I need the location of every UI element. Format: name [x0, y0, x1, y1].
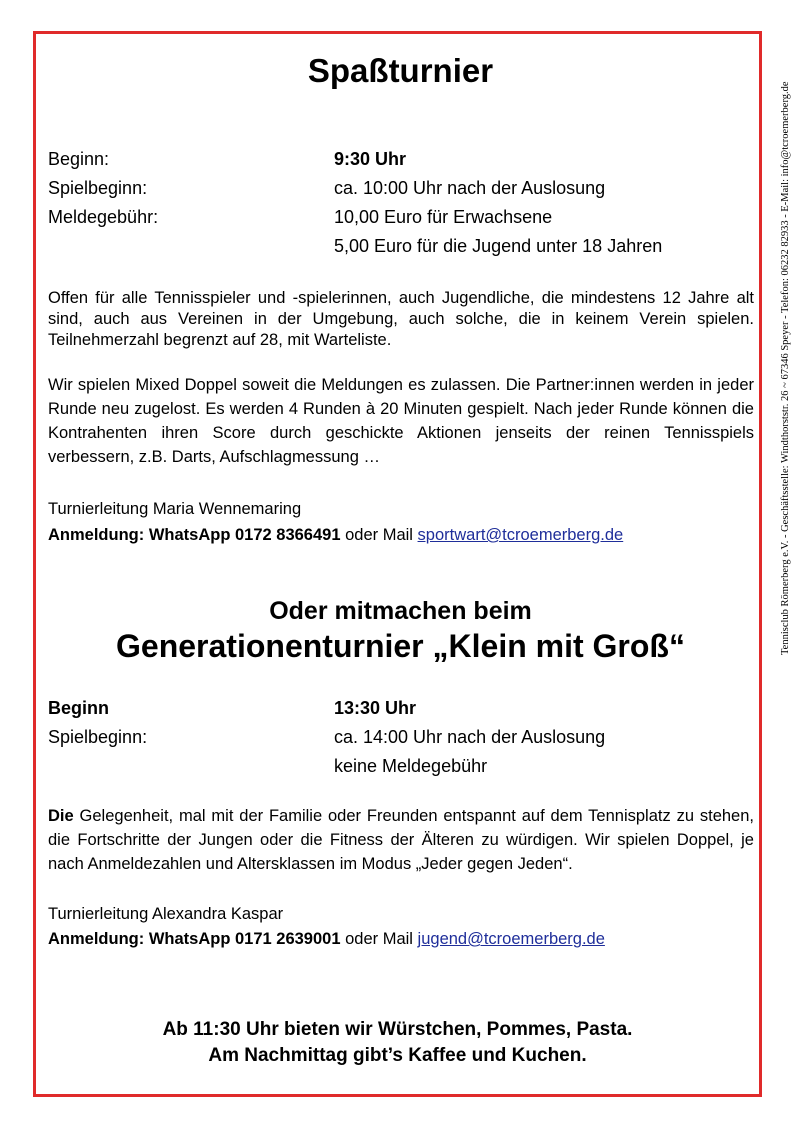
play-start-value: ca. 10:00 Uhr nach der Auslosung	[334, 178, 606, 198]
signup-email-link[interactable]: sportwart@tcroemerberg.de	[417, 526, 624, 544]
section2-subtitle: Oder mitmachen beim	[269, 597, 532, 625]
format-paragraph: Wir spielen Mixed Doppel soweit die Meldungen es zulassen. Die Partner:innen werden in jeder Runde neu zugelost. Es werden 4 Runden à 20 Minuten gespielt. Nach jeder Runde können die Kontrahenten ihren Score durch geschickte Aktionen jenseits der reinen Tennisspiels verbessern, z.B. Darts, Aufschlagmessung …	[48, 376, 754, 466]
tournament-leader-2: Turnierleitung Alexandra Kaspar	[48, 905, 284, 923]
signup-line	[48, 526, 623, 545]
fun-tournament-title: Spaßturnier	[307, 52, 494, 89]
fee-adults-value: 10,00 Euro für Erwachsene	[334, 207, 553, 227]
start2-label: Beginn	[48, 698, 109, 718]
club-contact-text: Tennisclub Römerberg e.V. - Geschäftsstelle: Windthorststr. 26 ~ 67346 Speyer - Telefon: 06232 82933 - E-Mail: info@tcroemerberg.de	[780, 81, 791, 655]
play-start2-label: Spielbeginn:	[48, 727, 148, 747]
start-value: 9:30 Uhr	[334, 149, 407, 169]
food-info	[36, 1017, 759, 1069]
tournament-leader: Turnierleitung Maria Wennemaring	[48, 500, 302, 518]
signup-email-link-2[interactable]: jugend@tcroemerberg.de	[417, 930, 605, 948]
start2-value: 13:30 Uhr	[334, 698, 417, 718]
paragraph-lead-word: Die	[48, 807, 74, 825]
generation-tournament-heading: Generationenturnier „Klein mit Groß“	[116, 628, 685, 664]
fee-label: Meldegebühr:	[48, 207, 159, 227]
signup-line-2	[48, 930, 605, 949]
club-contact-sidebar	[778, 38, 794, 698]
generation-paragraph	[48, 804, 754, 876]
eligibility-paragraph: Offen für alle Tennisspieler und -spielerinnen, auch Jugendliche, die mindestens 12 Jahre alt sind, auch aus Vereinen in der Umgebung, auch solche, die in keinem Verein spielen. Teilnehmerzahl begrenzt auf 28, mit Warteliste.	[48, 289, 754, 349]
play-start2-value: ca. 14:00 Uhr nach der Auslosung	[334, 727, 606, 747]
paragraph-body: Gelegenheit, mal mit der Familie oder Freunden entspannt auf dem Tennisplatz zu stehen, die Fortschritte der Jungen oder die Fitness der Älteren zu würdigen. Wir spielen Doppel, je nach Anmeldezahlen und Altersklassen im Modus „Jeder gegen Jeden“.	[48, 807, 754, 873]
food-line-2: Am Nachmittag gibt’s Kaffee und Kuchen.	[208, 1045, 587, 1066]
start-label: Beginn:	[48, 149, 110, 169]
signup-or-mail: oder Mail	[340, 526, 418, 544]
no-fee-value: keine Meldegebühr	[334, 756, 488, 776]
fee-youth-value: 5,00 Euro für die Jugend unter 18 Jahren	[334, 236, 663, 256]
signup-whatsapp: Anmeldung: WhatsApp 0172 8366491	[48, 526, 341, 544]
signup-or-mail-2: oder Mail	[340, 930, 418, 948]
play-start-label: Spielbeginn:	[48, 178, 148, 198]
signup-whatsapp-2: Anmeldung: WhatsApp 0171 2639001	[48, 930, 341, 948]
food-line-1: Ab 11:30 Uhr bieten wir Würstchen, Pommes, Pasta.	[162, 1019, 633, 1040]
